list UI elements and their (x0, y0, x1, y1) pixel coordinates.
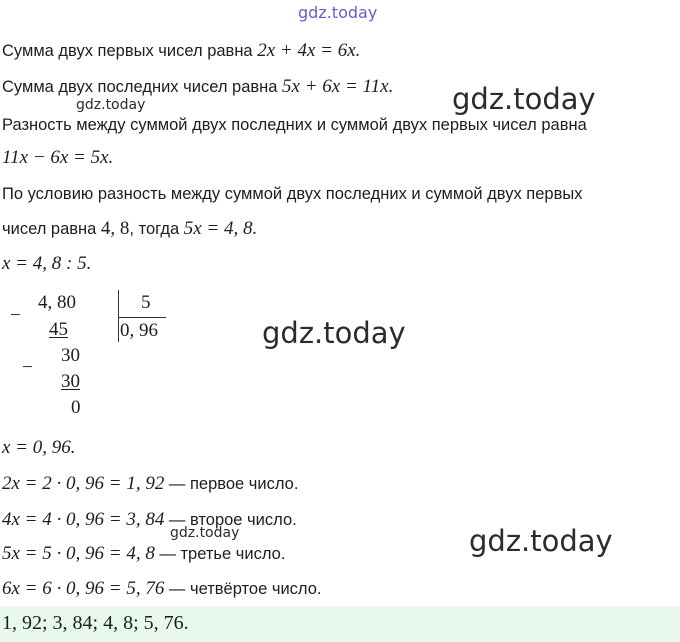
division-row-5: 0 (71, 397, 81, 418)
division-row-4: 30 (61, 371, 80, 392)
result-line-3 (2, 509, 297, 531)
line-5 (2, 183, 582, 205)
line-7 (2, 253, 91, 275)
result-line-4-text: — третье число. (154, 545, 286, 563)
line-5-text: По условию разность между суммой двух последних и суммой двух первых (2, 185, 583, 203)
answer-text: 1, 92; 3, 84; 4, 8; 5, 76. (2, 612, 189, 634)
result-line-5 (2, 578, 321, 600)
line-6-text-2: , тогда (129, 220, 184, 238)
line-6-math: 5x = 4, 8. (183, 218, 258, 239)
result-line-2 (2, 473, 298, 495)
watermark-large-1: gdz.today (452, 82, 596, 116)
result-line-5-text: — четвёртое число. (164, 580, 322, 598)
line-1-text: Сумма двух первых чисел равна (2, 42, 258, 60)
watermark-small-2: gdz.today (170, 525, 240, 541)
line-4 (2, 147, 113, 169)
line-7-math: x = 4, 8 : 5. (2, 253, 92, 274)
line-2 (2, 76, 393, 98)
division-minus-1: − (10, 305, 21, 326)
division-minus-2: − (22, 357, 33, 378)
result-line-1 (2, 437, 76, 459)
division-horizontal-line (118, 317, 166, 318)
result-line-2-math: 2x = 2 · 0, 96 = 1, 92 (2, 473, 165, 494)
watermark-small-1: gdz.today (76, 97, 146, 113)
division-divisor: 5 (141, 292, 151, 313)
line-2-text: Сумма двух последних чисел равна (2, 78, 283, 96)
result-line-4 (2, 543, 285, 565)
watermark-top: gdz.today (298, 3, 378, 22)
division-vertical-line (118, 290, 119, 342)
line-6-number: 4, 8 (100, 218, 130, 239)
division-row-2: 45 (49, 319, 68, 340)
line-2-math: 5x + 6x = 11x. (282, 76, 394, 97)
line-1 (2, 40, 360, 62)
line-3-text: Разность между суммой двух последних и суммой двух первых чисел равна (2, 116, 587, 134)
watermark-large-2: gdz.today (262, 316, 406, 350)
result-line-3-math: 4x = 4 · 0, 96 = 3, 84 (2, 509, 165, 530)
division-quotient: 0, 96 (120, 320, 158, 341)
division-row-3: 30 (61, 345, 80, 366)
answer-box (0, 606, 680, 642)
line-4-math: 11x − 6x = 5x. (2, 147, 114, 168)
result-line-4-math: 5x = 5 · 0, 96 = 4, 8 (2, 543, 155, 564)
result-line-2-text: — первое число. (164, 475, 299, 493)
result-line-1-math: x = 0, 96. (2, 437, 76, 458)
line-6-text: чисел равна (2, 220, 101, 238)
result-line-3-text: — второе число. (164, 511, 297, 529)
watermark-large-3: gdz.today (469, 524, 613, 558)
result-line-5-math: 6x = 6 · 0, 96 = 5, 76 (2, 578, 165, 599)
line-6 (2, 218, 257, 240)
line-3 (2, 114, 587, 136)
line-1-math: 2x + 4x = 6x. (257, 40, 361, 61)
division-row-1: 4, 80 (38, 292, 76, 313)
